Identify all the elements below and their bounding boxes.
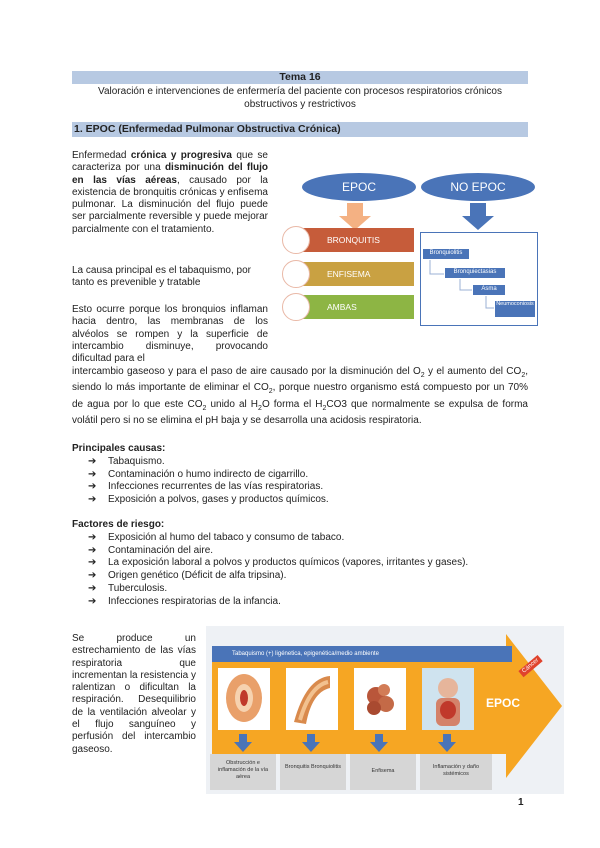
arrow-right-icon: ➔ <box>88 468 97 480</box>
arrow-right-icon: ➔ <box>88 570 97 582</box>
list-item: ➔ Infecciones respiratorias de la infancia. <box>88 595 281 607</box>
document-subtitle <box>72 85 528 111</box>
causes-list <box>88 456 518 507</box>
intro-paragraph <box>72 150 268 236</box>
list-item: ➔ Contaminación o humo indirecto de cigarrillo. <box>88 468 309 480</box>
figure-cancer-tag: Cáncer <box>518 655 543 677</box>
arrow-right-icon: ➔ <box>88 595 97 607</box>
intro-bold: crónica y progresiva <box>130 150 232 161</box>
epoc-ellipse <box>302 173 416 201</box>
circle-marker <box>282 293 310 321</box>
list-item: ➔ Origen genético (Déficit de alfa tripsina). <box>88 570 287 582</box>
narrowing-paragraph: Se produce un estrechamiento de las vías respiratoria que incrementan la resistencia y ralentizan o dificultan la respiración. Desequilibrio de la ventilación alveolar y el flujo sanguíneo y perfusión del intercambio gaseoso. <box>72 633 196 755</box>
arrow-right-icon: ➔ <box>88 582 97 594</box>
epoc-progression-figure <box>206 626 564 794</box>
risks-list <box>88 532 528 608</box>
bar-ambas: AMBAS <box>293 295 414 319</box>
section-heading: 1. EPOC (Enfermedad Pulmonar Obstructiva Crónica) <box>72 122 528 137</box>
down-arrow-icon <box>338 203 372 231</box>
arrow-right-icon: ➔ <box>88 456 97 467</box>
list-item: ➔ Infecciones recurrentes de las vías respiratorias. <box>88 481 324 493</box>
subtitle-line-1: Valoración e intervenciones de enfermería del paciente con procesos respiratorios crónicos <box>98 86 502 97</box>
airway-illustration <box>218 668 270 730</box>
systemic-illustration <box>422 668 474 730</box>
mechanism-paragraph-part2: intercambio gaseoso y para el paso de aire causado por la disminución del $O_2$ y el aumento del $CO_2$, siendo lo más importante de eliminar el $CO_2$, porque nuestro organismo está compuesto por un 70% de agua por lo que este $CO_2$ unido al $H_2O$ forma el $H_2CO3$ que normalmente se expulsa de forma volátil pero si no se elimina el pH baja y se desarrolla una acidosis respiratoria. <box>72 366 528 426</box>
node-asma: Asma <box>472 284 506 296</box>
figure-banner: Tabaquismo (+) ligénetica, epigenética/medio ambiente <box>212 646 512 662</box>
intro-text: , causado por la existencia de bronquitis crónicas y enfisema pulmonar. La disminución del flujo puede ser parcialmente reversible y puede mejorar parcialmente con el tratamiento. <box>72 174 268 235</box>
down-arrow-icon <box>302 734 320 752</box>
list-item: ➔ Tuberculosis. <box>88 582 168 594</box>
figure-epoc-label: EPOC <box>486 696 521 710</box>
arrow-right-icon: ➔ <box>88 557 97 569</box>
bar-enfisema: ENFISEMA <box>293 262 414 286</box>
down-arrow-icon <box>438 734 456 752</box>
no-epoc-label: NO EPOC <box>450 180 506 194</box>
subtitle-line-2: obstructivos y restrictivos <box>244 99 356 110</box>
node-bronquiectasias: Bronquiectasias <box>444 267 506 279</box>
emphysema-illustration <box>354 668 406 730</box>
intro-text: que se caracteriza por una <box>72 150 268 174</box>
list-item: ➔ Exposición a polvos, gases y productos químicos. <box>88 494 329 506</box>
label-box: Bronquitis Bronquiolitis <box>280 754 346 790</box>
risks-heading: Factores de riesgo: <box>72 519 165 530</box>
mechanism-paragraph-part1: Esto ocurre porque los bronquios inflaman hacia dentro, las membranas de los alvéolos se rompen y la superficie de intercambio disminuye, provocando dificultad para el <box>72 304 268 365</box>
arrow-right-icon: ➔ <box>88 544 97 556</box>
circle-marker <box>282 226 310 254</box>
node-neumoconiosis: Neumoconiosis <box>494 300 536 318</box>
circle-marker <box>282 260 310 288</box>
epoc-classification-diagram <box>280 170 538 330</box>
label-box: Obstrucción e inflamación de la vía aérea <box>210 754 276 790</box>
cause-paragraph: La causa principal es el tabaquismo, por tanto es prevenible y tratable <box>72 265 251 289</box>
bar-bronquitis: BRONQUITIS <box>293 228 414 252</box>
down-arrow-icon <box>234 734 252 752</box>
arrow-right-icon: ➔ <box>88 494 97 506</box>
epoc-label: EPOC <box>341 180 376 194</box>
list-item: ➔ Tabaquismo. <box>88 456 165 467</box>
topic-title: Tema 16 <box>72 71 528 84</box>
no-epoc-ellipse <box>421 173 535 201</box>
down-arrow-icon <box>370 734 388 752</box>
node-bronquiolitis: Bronquiolitis <box>422 248 470 260</box>
list-item: ➔ Exposición al humo del tabaco y consumo de tabaco. <box>88 532 345 543</box>
page-number: 1 <box>518 797 524 808</box>
down-arrow-icon <box>461 203 495 231</box>
causes-heading: Principales causas: <box>72 443 166 454</box>
list-item: ➔ La exposición laboral a polvos y productos químicos (vapores, irritantes y gases). <box>88 557 469 569</box>
label-box: Enfisema <box>350 754 416 790</box>
arrow-right-icon: ➔ <box>88 532 97 543</box>
intro-bold: disminución del flujo en las vías aéreas <box>72 162 268 186</box>
arrow-right-icon: ➔ <box>88 481 97 493</box>
bronchi-illustration <box>286 668 338 730</box>
label-box: Inflamación y daño sistémicos <box>420 754 492 790</box>
intro-text: Enfermedad <box>72 150 131 161</box>
list-item: ➔ Contaminación del aire. <box>88 544 214 556</box>
